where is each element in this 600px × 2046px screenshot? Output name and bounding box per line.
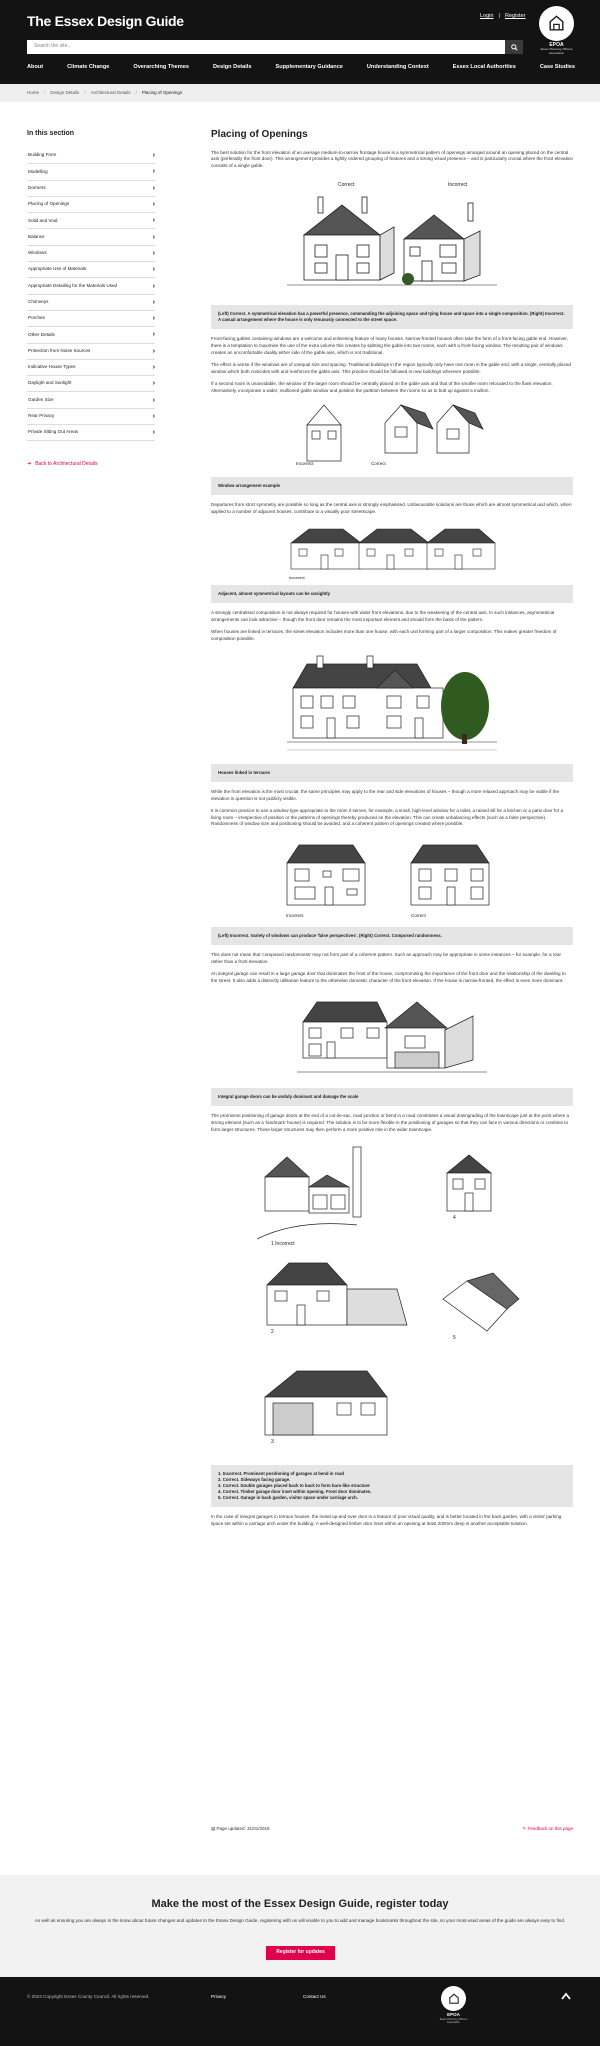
label-2: 2	[271, 1328, 274, 1335]
page-meta	[211, 1822, 573, 1836]
feedback-link[interactable]: ✎ Feedback on this page	[522, 1825, 573, 1831]
arrow-left-icon: ➜	[27, 461, 32, 467]
figure-symmetry	[211, 175, 573, 299]
page-updated: ▤ Page updated: 31/01/2018	[211, 1825, 270, 1831]
label-incorrect: Incorrect	[286, 913, 304, 919]
main-nav	[27, 63, 575, 75]
cta-title: Make the most of the Essex Design Guide, register today	[151, 1898, 449, 1910]
figure-caption-list: 1. Incorrect. Prominent positioning of garages at bend in road 2. Correct. Sideways facing garage. 3. Correct. Double garages placed back to back to form barn-like structure 4. Correct. Timber garage door inset within opening. Front door dominates. 5. Correct. Garage in back garden, visitor space under carriage arch.	[211, 1465, 573, 1507]
register-cta	[0, 1875, 600, 1977]
chevron-right-icon: ›	[152, 396, 155, 404]
epoa-emblem-icon	[445, 1990, 463, 2008]
figure-integral-garage	[211, 990, 573, 1082]
register-updates-button[interactable]: Register for updates	[266, 1946, 335, 1960]
figure-caption: (Left) Correct. A symmetrical elevation has a powerful presence, commanding the adjoining space and tying house and space into a single composition. (Right) Incorrect. A casual arrangement where the house is only tenuously connected to the street space.	[211, 305, 573, 329]
search-button[interactable]	[505, 40, 523, 54]
paragraph: In the case of integral garages in terrace houses, the metal up-and-over door is a feature of poor visual quality, and is better located in the back garden, with a visitor parking space set within a carriage arch under the building. A well-designed timber door inset within an opening at least 200mm deep is another acceptable solution.	[211, 1513, 562, 1526]
elevations-illustration	[277, 833, 507, 921]
chevron-right-icon: ›	[152, 168, 155, 176]
nav-supplementary-guidance[interactable]: Supplementary Guidance	[275, 64, 343, 70]
cta-text: As well as ensuring you are always in the know about future changes and updates to the Essex Design Guide, registering with us will enable to you to add and manage bookmarks throughout the site, so your most-used areas of the guide are always easy to find.	[34, 1918, 566, 1923]
streetscape-illustration	[287, 521, 497, 579]
sidebar-item-windows[interactable]: Windows ›	[27, 246, 155, 262]
figure-false-perspective	[211, 833, 573, 921]
paragraph: While the front elevation is the most crucial, the same principles may apply to the rear and side elevations of houses – though a more relaxed approach may be viable if the elevation in question is not publicly visible.	[211, 788, 560, 801]
paragraph: Departures from strict symmetry are possible so long as the central axis is strongly emphasised. Unfavourable solutions are those which are almost symmetrical and which, when applied to a number of adjacent houses, contribute to a visually poor streetscape.	[211, 502, 572, 515]
breadcrumb: Home / Design Details / Architectural Details / Placing of Openings	[27, 90, 183, 95]
sidebar-item-rear-privacy[interactable]: Rear Privacy ›	[27, 409, 155, 425]
sidebar-item-modelling[interactable]: Modelling ›	[27, 164, 155, 180]
chevron-right-icon: ›	[152, 429, 155, 437]
houses-correct-incorrect-illustration	[282, 175, 502, 299]
paragraph: The prominent positioning of garage doors at the end of a cul-de-sac, road junction or bend in a road constitutes a visual downgrading of the townscape just at the point where a strong element (such as a 'landmark' house) is required. The solution is to be more flexible in the positioning of garages so that they can face in various directions or combine to form larger structures. These larger structures may then perform a more positive role in the wider townscape.	[211, 1112, 570, 1132]
chevron-right-icon: ›	[152, 315, 155, 323]
login-link[interactable]: Login	[480, 13, 494, 19]
sidebar-item-other-details[interactable]: Other Details ›	[27, 327, 155, 343]
label-incorrect: Incorrect	[448, 182, 468, 189]
breadcrumb-architectural-details[interactable]: Architectural Details	[90, 90, 131, 95]
label-correct: Correct	[371, 461, 386, 467]
label-4: 4	[453, 1214, 456, 1221]
paragraph: It is common practice to use a window type appropriate to the room it serves, for example, a small, high-level window for a toilet, a raised sill for a kitchen or a patio door for a living room – irrespective of position or the patterns of openings thereby produced on the elevation. This can create unbalancing effects (such as a false perspective). Randomness of window size and positioning should be avoided, and a coherent pattern of openings created where possible.	[211, 807, 564, 827]
site-logo[interactable]: The Essex Design Guide	[27, 13, 184, 29]
site-header	[0, 0, 600, 84]
nav-climate-change[interactable]: Climate Change	[67, 64, 110, 70]
figure-caption: Houses linked in terraces	[211, 764, 573, 782]
separator: |	[499, 13, 501, 19]
chevron-right-icon: ›	[152, 266, 155, 274]
epoa-subtext: Essex Planning Officers Association	[540, 47, 573, 55]
back-link[interactable]: ➜ Back to Architectural Details	[27, 461, 98, 467]
paragraph: A strongly centralised composition is not always required for houses with wider front elevations, due to the weakening of the central axis. In such instances, asymmetrical arrangements can look attractive – though the front door remains the most important element and should form the basis of the pattern.	[211, 610, 555, 623]
sidebar-item-dormers[interactable]: Dormers ›	[27, 181, 155, 197]
paragraph: When houses are linked in terraces, the street elevation includes more than one house, with each unit forming part of a larger composition. This makes greater freedom of composition possible.	[211, 629, 557, 641]
register-link[interactable]: Register	[505, 13, 526, 19]
sidebar-item-daylight[interactable]: Daylight and Sunlight ›	[27, 376, 155, 392]
chevron-right-icon: ›	[152, 380, 155, 388]
sidebar-title: In this section	[27, 130, 75, 137]
nav-design-details[interactable]: Design Details	[212, 64, 252, 70]
epoa-logo[interactable]	[441, 1986, 466, 2011]
integral-garage-illustration	[297, 990, 487, 1082]
terrace-houses-illustration	[287, 648, 497, 758]
epoa-text: EPOA	[447, 2012, 460, 2017]
calendar-icon: ▤	[211, 1825, 217, 1831]
sidebar-item-placing-of-openings[interactable]: Placing of Openings ›	[27, 197, 155, 213]
chevron-right-icon: ›	[152, 298, 155, 306]
chevron-right-icon: ›	[152, 233, 155, 241]
back-to-top-icon[interactable]	[560, 1991, 572, 2003]
nav-overarching-themes[interactable]: Overarching Themes	[133, 64, 189, 70]
label-correct: Correct	[411, 913, 426, 919]
sidebar-item-solid-and-void[interactable]: Solid and Void ›	[27, 213, 155, 229]
privacy-link[interactable]: Privacy	[211, 1994, 227, 1999]
sidebar-list	[27, 148, 155, 441]
edit-icon: ✎	[522, 1825, 528, 1831]
contact-link[interactable]: Contact Us	[303, 1994, 326, 1999]
chevron-right-icon: ›	[152, 249, 155, 257]
epoa-text: EPOA	[549, 42, 564, 48]
label-incorrect: Incorrect	[289, 575, 305, 581]
breadcrumb-design-details[interactable]: Design Details	[50, 90, 80, 95]
paragraph: The effect is worse if the windows are of unequal size and spacing. Traditional buildings in the region typically only have one room in the gable end, with a single, centrally placed window which both coincides with and reinforces the gable axis. This practice should be followed in new buildings wherever possible.	[211, 361, 571, 374]
figure-caption: Adjacent, almost symmetrical layouts can be unsightly	[211, 585, 573, 603]
label-3: 3	[271, 1438, 274, 1445]
chevron-right-icon: ›	[152, 184, 155, 192]
sidebar-item-building-form[interactable]: Building Form ›	[27, 148, 155, 164]
main-content	[211, 128, 573, 1532]
nav-essex-local-authorities[interactable]: Essex Local Authorities	[452, 64, 516, 70]
label-1-incorrect: 1 Incorrect	[271, 1240, 295, 1247]
paragraph: An integral garage can result in a large garage door that dominates the front of the house, compromising the importance of the front door and the relationship of the dwelling to the street. It also adds a distinctly utilitarian feature to the otherwise domestic character of the front elevation. If the house is narrow-fronted, the effect is even more dominant.	[211, 971, 566, 983]
site-footer	[0, 1977, 600, 2046]
breadcrumb-home[interactable]: Home	[27, 90, 40, 95]
sidebar-item-materials[interactable]: Appropriate Use of Materials ›	[27, 262, 155, 278]
paragraph: Front-facing gables containing windows are a welcome and enlivening feature of many houses. Narrow-fronted houses often take the form of a front-facing gable end. However, there is a temptation to maximise the use of the extra volume this creates by splitting the gable into two rooms, each with a front-facing window. The resulting pair of windows creates an uncomfortable duality either side of the gable axis, which is not traditional.	[211, 336, 568, 355]
figure-caption: (Left) Incorrect. Variety of windows can produce 'false perspectives'. (Right) Correct. Composed randomness.	[211, 927, 573, 945]
search-icon	[511, 44, 518, 51]
nav-understanding-context[interactable]: Understanding Context	[366, 64, 429, 70]
chevron-right-icon: ›	[152, 331, 155, 339]
figure-caption: Integral garage doors can be unduly dominant and damage the scale	[211, 1088, 573, 1106]
sidebar-item-sitting-out[interactable]: Private Sitting Out Areas ›	[27, 425, 155, 441]
sidebar-item-porches[interactable]: Porches ›	[27, 311, 155, 327]
nav-case-studies[interactable]: Case Studies	[539, 64, 575, 70]
label-5: 5	[453, 1334, 456, 1341]
chevron-right-icon: ›	[152, 282, 155, 290]
figure-caption: Window arrangement example	[211, 477, 573, 495]
chevron-right-icon: ›	[152, 364, 155, 371]
nav-about[interactable]: About	[27, 64, 44, 70]
figure-window-arrangement	[211, 399, 573, 471]
chevron-right-icon: ›	[152, 412, 155, 420]
epoa-subtext: Essex Planning Officers Association	[439, 2018, 468, 2025]
figure-streetscape	[211, 521, 573, 579]
sidebar-item-noise[interactable]: Protection from Noise Sources ›	[27, 344, 155, 360]
chevron-right-icon: ›	[152, 201, 155, 209]
figure-terraces	[211, 648, 573, 758]
paragraph: This does not mean that 'composed randomness' may not form part of a coherent pattern. Such an approach may be appropriate in some instances – for example, for a rear rather than a front elevation.	[211, 952, 562, 965]
sidebar-item-chimneys[interactable]: Chimneys ›	[27, 295, 155, 311]
page-title: Placing of Openings	[211, 129, 308, 140]
sidebar-item-garden-size[interactable]: Garden Size ›	[27, 392, 155, 408]
chevron-right-icon: ›	[152, 347, 155, 355]
chevron-right-icon: ›	[152, 152, 155, 160]
breadcrumb-current: Placing of Openings	[141, 90, 183, 95]
label-incorrect: Incorrect	[296, 461, 314, 467]
paragraph: If a second room is unavoidable, the window of the larger room should be centrally placed on the gable axis and that of the smaller room relocated to the flank elevation. Alternatively, incorporate a wider, mullioned gable window and position the partition between the rooms so as to butt up against a mullion.	[211, 380, 553, 393]
paragraph: The best solution for the front elevation of an average medium-to-narrow frontage house is a symmetrical pattern of openings arranged around an opening placed on the central axis (preferably the front door). This arrangement provides a tightly ordered grouping of features and a strong visual presence – and is particularly crucial where the front elevation consists of a single gable.	[211, 149, 573, 169]
sidebar-item-balance[interactable]: Balance ›	[27, 229, 155, 245]
label-correct: Correct	[338, 182, 355, 189]
search-input[interactable]: Search the site...	[27, 40, 505, 54]
sidebar-item-detailing[interactable]: Appropriate Detailing for the Materials Used ›	[27, 278, 155, 294]
copyright: © 2023 Copyright Essex County Council. All rights reserved.	[27, 1994, 150, 1999]
sidebar-item-house-types[interactable]: Indicative House Types ›	[27, 360, 155, 376]
figure-garage-positioning	[211, 1139, 573, 1459]
chevron-right-icon: ›	[152, 217, 155, 225]
epoa-emblem-icon	[543, 10, 570, 37]
epoa-logo[interactable]	[539, 6, 574, 41]
gable-windows-illustration	[297, 399, 487, 471]
garage-positioning-illustration	[257, 1139, 527, 1459]
